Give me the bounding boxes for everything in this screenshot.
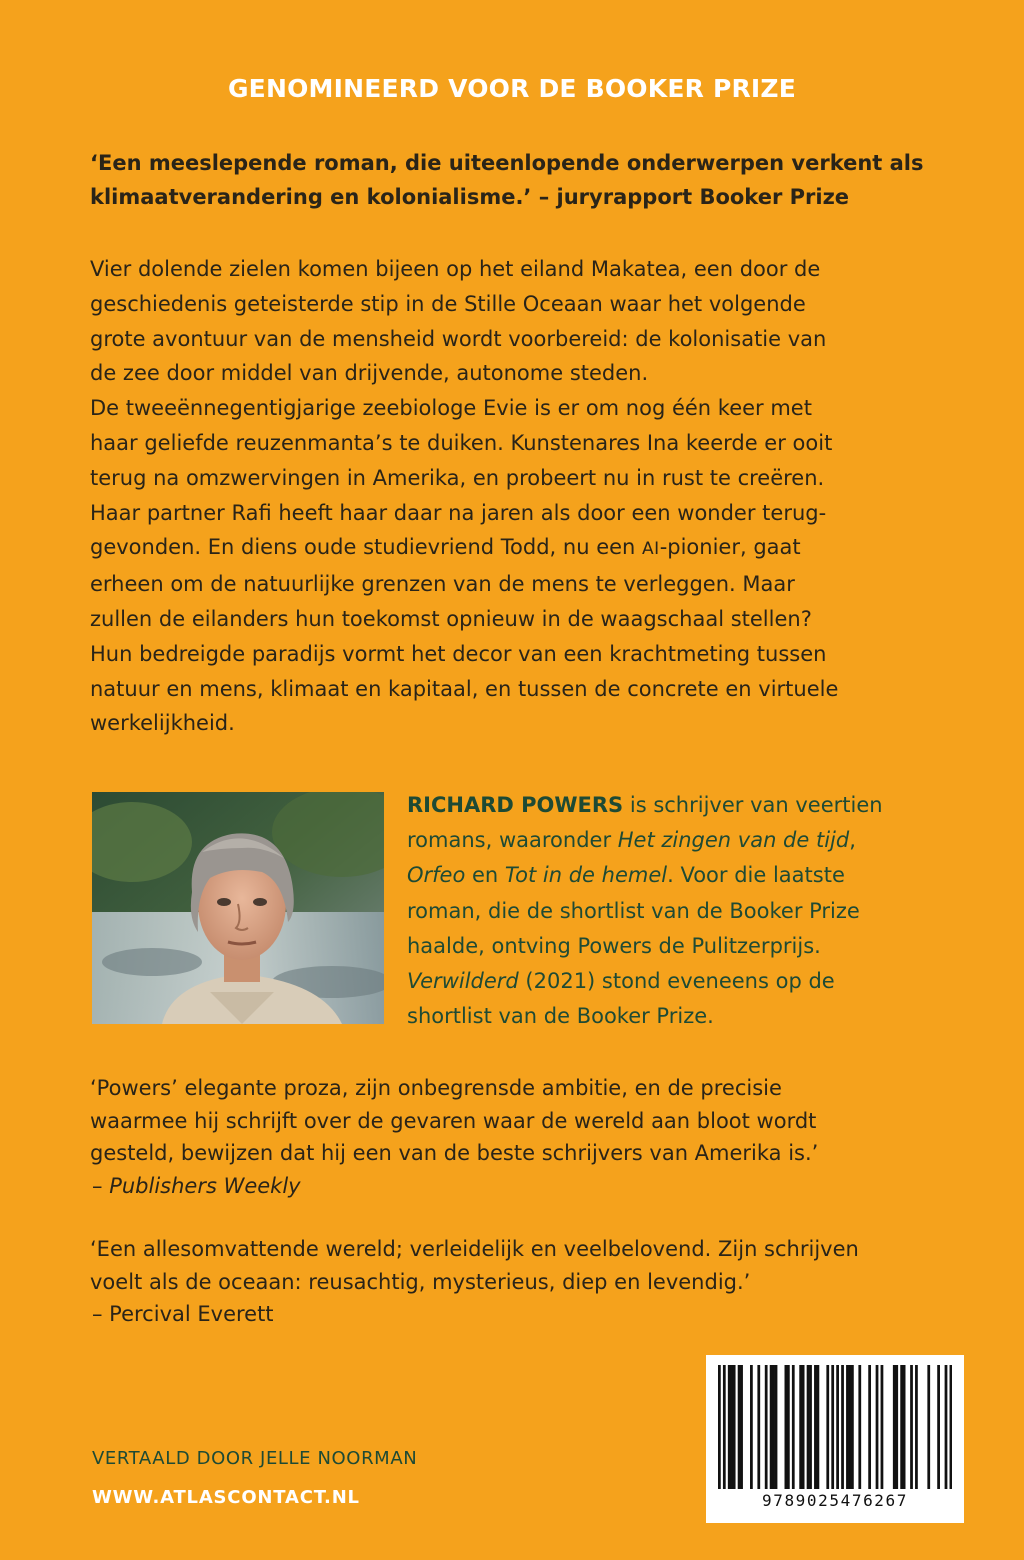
barcode-bar bbox=[757, 1365, 760, 1489]
blurb-line: werkelijkheid. bbox=[90, 711, 235, 736]
barcode-bar bbox=[900, 1365, 903, 1489]
barcode-bar bbox=[817, 1365, 820, 1489]
barcode-bar bbox=[826, 1365, 829, 1489]
blurb-line: geschiedenis geteisterde stip in de Stille Oceaan waar het volgende bbox=[90, 291, 806, 316]
jury-quote-line: klimaatverandering en kolonialisme.’ – juryrapport Booker Prize bbox=[90, 185, 850, 209]
blurb-line: Vier dolende zielen komen bijeen op het eiland Makatea, een door de bbox=[90, 257, 821, 281]
blurb-line: haar geliefde reuzenmanta’s te duiken. Kunstenares Ina keerde er ooit bbox=[90, 430, 833, 455]
bio-text: (2021) stond eveneens op de bbox=[518, 969, 835, 994]
bio-line bbox=[407, 964, 947, 999]
barcode-bar bbox=[851, 1365, 854, 1489]
barcode-bar bbox=[849, 1365, 852, 1489]
quote-source-dash: – bbox=[92, 1173, 110, 1198]
blurb-text: -pionier, gaat bbox=[659, 535, 801, 560]
barcode-bar bbox=[730, 1365, 733, 1489]
barcode-bar bbox=[831, 1365, 834, 1489]
quote-source-name: Publishers Weekly bbox=[109, 1173, 301, 1198]
bio-line bbox=[407, 858, 947, 893]
barcode-bar bbox=[723, 1365, 726, 1489]
author-portrait-image bbox=[92, 792, 384, 1024]
barcode-bar bbox=[881, 1365, 884, 1489]
bio-text: is schrijver van veertien bbox=[623, 793, 883, 817]
bio-line: haalde, ontving Powers de Pulitzerprijs. bbox=[407, 933, 821, 958]
barcode-bar bbox=[950, 1365, 952, 1489]
barcode-bar bbox=[841, 1365, 844, 1489]
barcode-bar bbox=[814, 1365, 817, 1489]
isbn-number: 9789025476267 bbox=[761, 1491, 909, 1510]
barcode-bar bbox=[792, 1365, 795, 1489]
book-title: Orfeo bbox=[407, 863, 466, 888]
barcode-bar bbox=[937, 1365, 940, 1489]
bio-line bbox=[407, 788, 947, 823]
percival-everett-quote bbox=[90, 1233, 940, 1331]
jury-quote-line: ‘Een meeslepende roman, die uiteenlopende onderwerpen verkent als bbox=[90, 151, 924, 175]
quote-line: ‘Een allesomvattende wereld; verleidelijk en veelbelovend. Zijn schrijven bbox=[90, 1237, 859, 1261]
bio-text: . Voor die laatste bbox=[667, 863, 845, 888]
blurb-line: grote avontuur van de mensheid wordt voorbereid: de kolonisatie van bbox=[90, 326, 827, 351]
bio-text: , bbox=[849, 828, 856, 853]
publishers-weekly-quote bbox=[90, 1072, 940, 1202]
author-photo bbox=[92, 792, 384, 1024]
blurb-line: erheen om de natuurlijke grenzen van de mens te verleggen. Maar bbox=[90, 572, 795, 597]
barcode-bar bbox=[846, 1365, 849, 1489]
barcode-bar bbox=[945, 1365, 948, 1489]
author-bio bbox=[407, 788, 947, 1034]
barcode-bar bbox=[802, 1365, 805, 1489]
quote-source: – Percival Everett bbox=[92, 1302, 274, 1326]
barcode-bar bbox=[903, 1365, 906, 1489]
barcode-bar bbox=[799, 1365, 802, 1489]
blurb-text: gevonden. En diens oude studievriend Todd, nu een bbox=[90, 535, 643, 560]
barcode-bar bbox=[785, 1365, 788, 1489]
barcode-bar bbox=[836, 1365, 839, 1489]
barcode-bars bbox=[718, 1365, 952, 1489]
barcode-bar bbox=[915, 1365, 918, 1489]
barcode-bar bbox=[728, 1365, 731, 1489]
barcode-bar bbox=[787, 1365, 790, 1489]
bio-line: roman, die de shortlist van de Booker Prize bbox=[407, 898, 860, 923]
blurb-line: Haar partner Rafi heeft haar daar na jaren als door een wonder terug- bbox=[90, 500, 827, 525]
quote-line: voelt als de oceaan: reusachtig, mysterieus, diep en levendig.’ bbox=[90, 1269, 751, 1294]
quote-line: ‘Powers’ elegante proza, zijn onbegrensde ambitie, en de precisie bbox=[90, 1076, 782, 1100]
bio-line bbox=[407, 823, 947, 858]
barcode-bar bbox=[740, 1365, 743, 1489]
barcode-bar bbox=[750, 1365, 753, 1489]
ai-abbreviation: AI bbox=[642, 539, 660, 560]
bio-text: romans, waaronder bbox=[407, 828, 618, 853]
jury-quote bbox=[90, 146, 940, 214]
bio-line: shortlist van de Booker Prize. bbox=[407, 1004, 714, 1029]
barcode-bar bbox=[927, 1365, 930, 1489]
book-title: Verwilderd bbox=[407, 969, 519, 994]
blurb-line: de zee door middel van drijvende, autonome steden. bbox=[90, 361, 649, 386]
book-title: Tot in de hemel bbox=[504, 863, 668, 888]
blurb-line: De tweeënnegentigjarige zeebiologe Evie is er om nog één keer met bbox=[90, 396, 812, 421]
barcode-bar bbox=[807, 1365, 810, 1489]
blurb-line: zullen de eilanders hun toekomst opnieuw in de waagschaal stellen? bbox=[90, 606, 812, 631]
quote-source bbox=[90, 1170, 940, 1203]
barcode-bar bbox=[868, 1365, 871, 1489]
blurb-line: terug na omzwervingen in Amerika, en probeert nu in rust te creëren. bbox=[90, 465, 825, 490]
barcode-bar bbox=[809, 1365, 812, 1489]
barcode-bar bbox=[775, 1365, 778, 1489]
barcode-bar bbox=[876, 1365, 879, 1489]
isbn-barcode bbox=[706, 1355, 964, 1523]
blurb-line bbox=[90, 530, 940, 567]
book-title: Het zingen van de tijd bbox=[617, 828, 850, 853]
translator-credit: VERTAALD DOOR JELLE NOORMAN bbox=[92, 1448, 418, 1469]
publisher-website: WWW.ATLASCONTACT.NL bbox=[92, 1487, 360, 1508]
barcode-bar bbox=[893, 1365, 896, 1489]
barcode-bar bbox=[733, 1365, 736, 1489]
blurb-line: natuur en mens, klimaat en kapitaal, en tussen de concrete en virtuele bbox=[90, 676, 839, 701]
barcode-bar bbox=[765, 1365, 768, 1489]
bio-text: en bbox=[465, 863, 505, 888]
barcode-bar bbox=[910, 1365, 913, 1489]
barcode-bar bbox=[772, 1365, 775, 1489]
barcode-bar bbox=[718, 1365, 721, 1489]
award-heading: GENOMINEERD VOOR DE BOOKER PRIZE bbox=[227, 74, 797, 103]
blurb-line: Hun bedreigde paradijs vormt het decor van een krachtmeting tussen bbox=[90, 641, 827, 666]
quote-line: waarmee hij schrijft over de gevaren waar de wereld aan bloot wordt bbox=[90, 1108, 817, 1133]
barcode-bar bbox=[895, 1365, 898, 1489]
barcode-bar bbox=[858, 1365, 861, 1489]
quote-line: gesteld, bewijzen dat hij een van de beste schrijvers van Amerika is.’ bbox=[90, 1141, 819, 1165]
barcode-bar bbox=[738, 1365, 741, 1489]
author-name: RICHARD POWERS bbox=[407, 793, 624, 817]
barcode-bar bbox=[770, 1365, 773, 1489]
book-blurb bbox=[90, 252, 940, 741]
